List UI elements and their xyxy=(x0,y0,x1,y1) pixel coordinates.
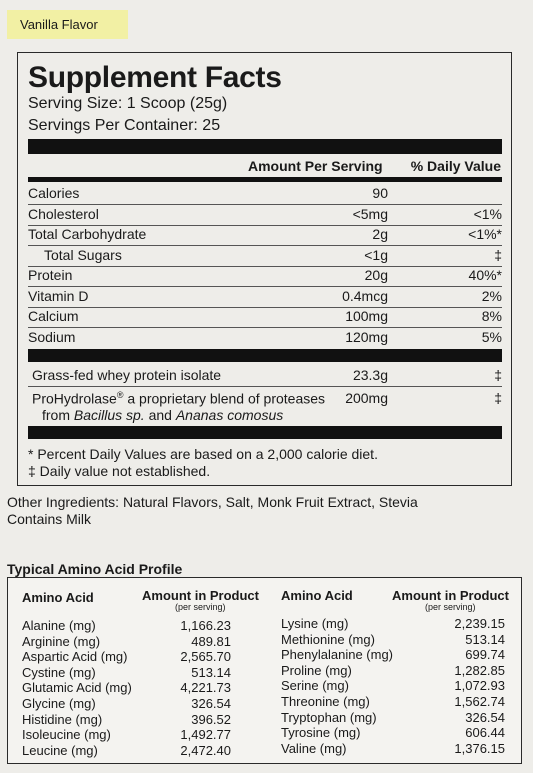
amino-value: 513.14 xyxy=(465,631,505,647)
amino-name: Histidine (mg) xyxy=(22,711,103,727)
col-amount-header: Amount Per Serving xyxy=(248,158,383,174)
amino-name: Serine (mg) xyxy=(281,678,349,694)
ingredient-name: Grass-fed whey protein isolate xyxy=(32,367,222,383)
nutrient-name: Cholesterol xyxy=(28,205,99,222)
header-divider xyxy=(28,177,502,182)
thick-divider xyxy=(28,139,502,154)
nutrient-name: Calcium xyxy=(28,308,79,324)
nutrient-name: Calories xyxy=(28,185,80,201)
amino-value: 1,166.23 xyxy=(180,618,231,633)
row-divider xyxy=(28,307,502,308)
nutrient-dv: 40%* xyxy=(468,267,502,283)
amino-name: Cystine (mg) xyxy=(22,664,96,680)
servings-per-container: Servings Per Container: 25 xyxy=(28,117,221,134)
amino-name: Glutamic Acid (mg) xyxy=(22,680,132,696)
amino-value: 606.44 xyxy=(465,725,505,741)
ingredient-amount: 23.3g xyxy=(352,367,388,383)
amino-value: 2,239.15 xyxy=(454,616,505,631)
nutrient-amount: 20g xyxy=(364,267,388,283)
other-ingredients: Other Ingredients: Natural Flavors, Salt, Monk Fruit Extract, Stevia xyxy=(7,494,418,510)
amino-name: Valine (mg) xyxy=(281,740,347,756)
amino-name: Tryptophan (mg) xyxy=(281,709,377,725)
nutrient-amount: 100mg xyxy=(345,308,388,324)
amino-name: Aspartic Acid (mg) xyxy=(22,649,128,665)
amino-value: 2,472.40 xyxy=(180,742,231,758)
nutrient-name: Protein xyxy=(28,267,73,283)
facts-title: Supplement Facts xyxy=(28,61,282,94)
amino-col-sub-left: (per serving) xyxy=(175,602,226,612)
nutrient-name: Vitamin D xyxy=(28,287,89,304)
row-divider xyxy=(28,204,502,205)
amino-value: 489.81 xyxy=(191,633,231,649)
amino-value: 396.52 xyxy=(191,711,231,727)
amino-name: Proline (mg) xyxy=(281,662,352,678)
row-divider xyxy=(28,327,502,328)
amino-name: Lysine (mg) xyxy=(281,616,349,631)
thick-divider-2 xyxy=(28,349,502,362)
amino-value: 699.74 xyxy=(465,647,505,663)
amino-value: 4,221.73 xyxy=(180,680,231,696)
row-divider xyxy=(28,266,502,267)
serving-size: Serving Size: 1 Scoop (25g) xyxy=(28,95,228,112)
nutrient-dv: <1%* xyxy=(468,226,502,242)
amino-value: 1,072.93 xyxy=(454,678,505,694)
row-divider xyxy=(28,386,502,387)
thick-divider-3 xyxy=(28,426,502,439)
amino-col-sub-right: (per serving) xyxy=(425,602,476,612)
amino-col-acid-left: Amino Acid xyxy=(22,590,94,605)
ingredient-amount: 200mg xyxy=(345,390,388,406)
amino-col-amount-left: Amount in Product xyxy=(142,588,259,603)
nutrient-amount: <5mg xyxy=(352,205,388,222)
amino-name: Glycine (mg) xyxy=(22,696,96,711)
row-divider xyxy=(28,245,502,246)
amino-value: 1,492.77 xyxy=(180,727,231,743)
ingredient-source: from Bacillus sp. and Ananas comosus xyxy=(42,407,284,423)
nutrient-amount: 2g xyxy=(372,226,388,242)
amino-value: 326.54 xyxy=(465,709,505,725)
amino-value: 2,565.70 xyxy=(180,649,231,665)
nutrient-amount: 120mg xyxy=(345,328,388,345)
footnote-not-established: ‡ Daily value not established. xyxy=(28,463,211,479)
nutrient-dv: <1% xyxy=(473,205,502,222)
amino-value: 326.54 xyxy=(191,696,231,711)
col-dv-header: % Daily Value xyxy=(410,158,501,174)
amino-name: Isoleucine (mg) xyxy=(22,727,111,743)
amino-name: Tyrosine (mg) xyxy=(281,725,361,741)
nutrient-dv: 2% xyxy=(481,287,502,304)
nutrient-dv: ‡ xyxy=(494,246,502,263)
nutrient-name: Total Sugars xyxy=(44,246,122,263)
amino-acid-table xyxy=(7,577,522,764)
nutrient-dv: 8% xyxy=(481,308,502,324)
ingredient-dv: ‡ xyxy=(494,390,502,406)
contains-allergens: Contains Milk xyxy=(7,511,92,527)
nutrient-dv: 5% xyxy=(481,328,502,345)
nutrient-name: Total Carbohydrate xyxy=(28,226,147,242)
supplement-facts-panel xyxy=(17,52,512,486)
amino-value: 1,376.15 xyxy=(454,740,505,756)
amino-value: 1,282.85 xyxy=(454,662,505,678)
flavor-label: Vanilla Flavor xyxy=(7,10,128,39)
ingredient-dv: ‡ xyxy=(494,367,502,383)
amino-col-amount-right: Amount in Product xyxy=(392,588,509,603)
amino-name: Threonine (mg) xyxy=(281,694,370,709)
amino-col-acid-right: Amino Acid xyxy=(281,588,353,603)
nutrient-amount: <1g xyxy=(364,246,388,263)
amino-name: Phenylalanine (mg) xyxy=(281,647,394,663)
nutrient-name: Sodium xyxy=(28,328,76,345)
amino-name: Leucine (mg) xyxy=(22,742,98,758)
amino-name: Methionine (mg) xyxy=(281,631,375,647)
amino-value: 1,562.74 xyxy=(454,694,505,709)
row-divider xyxy=(28,286,502,287)
amino-title: Typical Amino Acid Profile xyxy=(7,561,183,577)
ingredient-name: ProHydrolase® a proprietary blend of proteases xyxy=(32,390,326,407)
amino-name: Alanine (mg) xyxy=(22,618,96,633)
amino-value: 513.14 xyxy=(191,664,231,680)
nutrient-amount: 90 xyxy=(372,185,388,201)
footnote-daily-values: * Percent Daily Values are based on a 2,000 calorie diet. xyxy=(28,446,378,462)
amino-name: Arginine (mg) xyxy=(22,633,101,649)
nutrient-amount: 0.4mcg xyxy=(342,287,388,304)
row-divider xyxy=(28,225,502,226)
ingredient-row xyxy=(28,390,502,424)
